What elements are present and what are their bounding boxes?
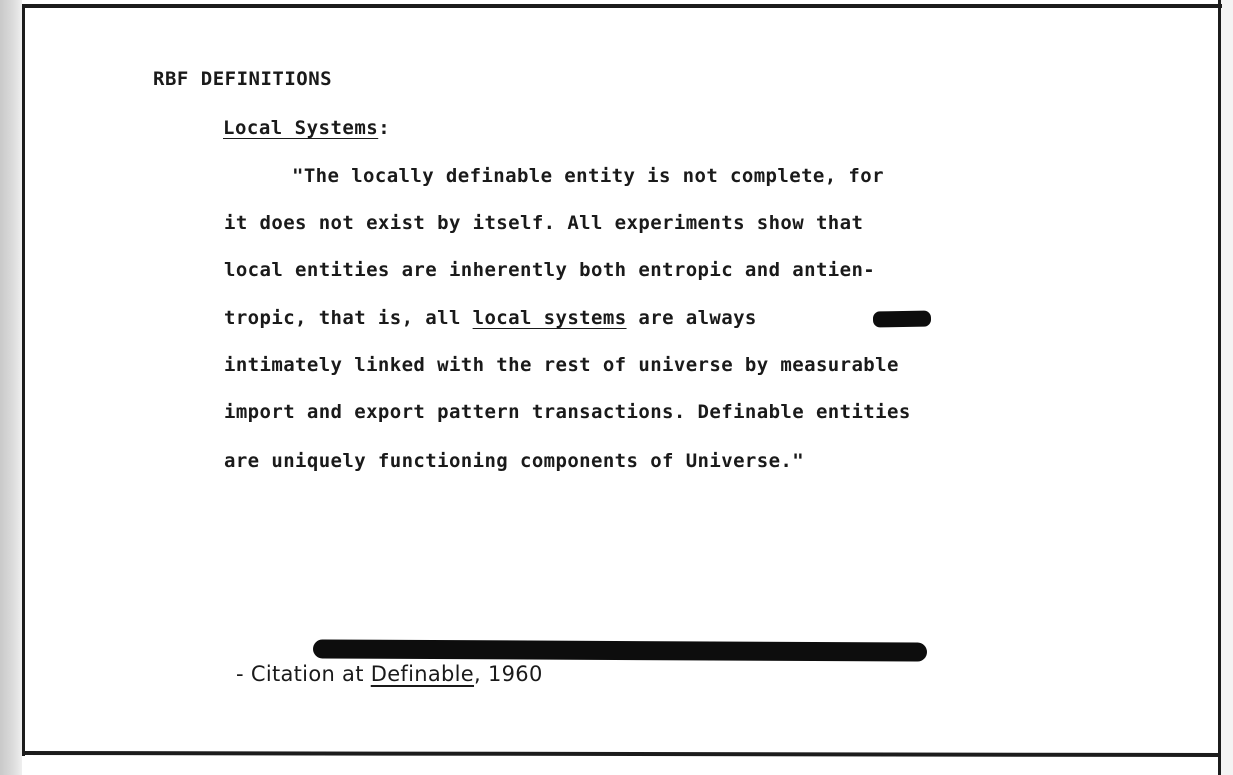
binding-strip xyxy=(0,0,22,775)
redaction-mark-long xyxy=(313,639,927,661)
right-margin xyxy=(1221,0,1233,775)
citation-line xyxy=(236,662,543,686)
quote-line-7: are uniquely functioning components of Universe." xyxy=(224,450,805,472)
section-subheading xyxy=(223,117,390,139)
page-heading: RBF DEFINITIONS xyxy=(153,68,333,90)
local-systems-link: local systems xyxy=(472,307,627,329)
quote-line-5: intimately linked with the rest of universe by measurable xyxy=(224,354,899,376)
card-border-top xyxy=(22,4,1222,8)
quote-line-1: "The locally definable entity is not complete, for xyxy=(292,165,884,187)
quote-line-4-start: tropic, that is, all xyxy=(224,307,473,329)
quote-line-6: import and export pattern transactions. Definable entities xyxy=(224,401,911,423)
subheading-colon: : xyxy=(378,117,391,139)
card-border-left xyxy=(22,4,25,756)
citation-year: , 1960 xyxy=(474,662,543,686)
redaction-mark-small xyxy=(873,310,931,327)
citation-prefix: - Citation at xyxy=(236,662,371,686)
card-border-bottom xyxy=(22,751,1220,757)
quote-line-4 xyxy=(224,307,757,329)
quote-line-3: local entities are inherently both entropic and antien- xyxy=(224,259,876,281)
quote-line-4-end: are always xyxy=(626,307,757,329)
quote-line-2: it does not exist by itself. All experiments show that xyxy=(224,212,864,234)
citation-link: Definable xyxy=(370,662,475,686)
card-border-right xyxy=(1218,0,1221,775)
subheading-text: Local Systems xyxy=(223,117,379,139)
